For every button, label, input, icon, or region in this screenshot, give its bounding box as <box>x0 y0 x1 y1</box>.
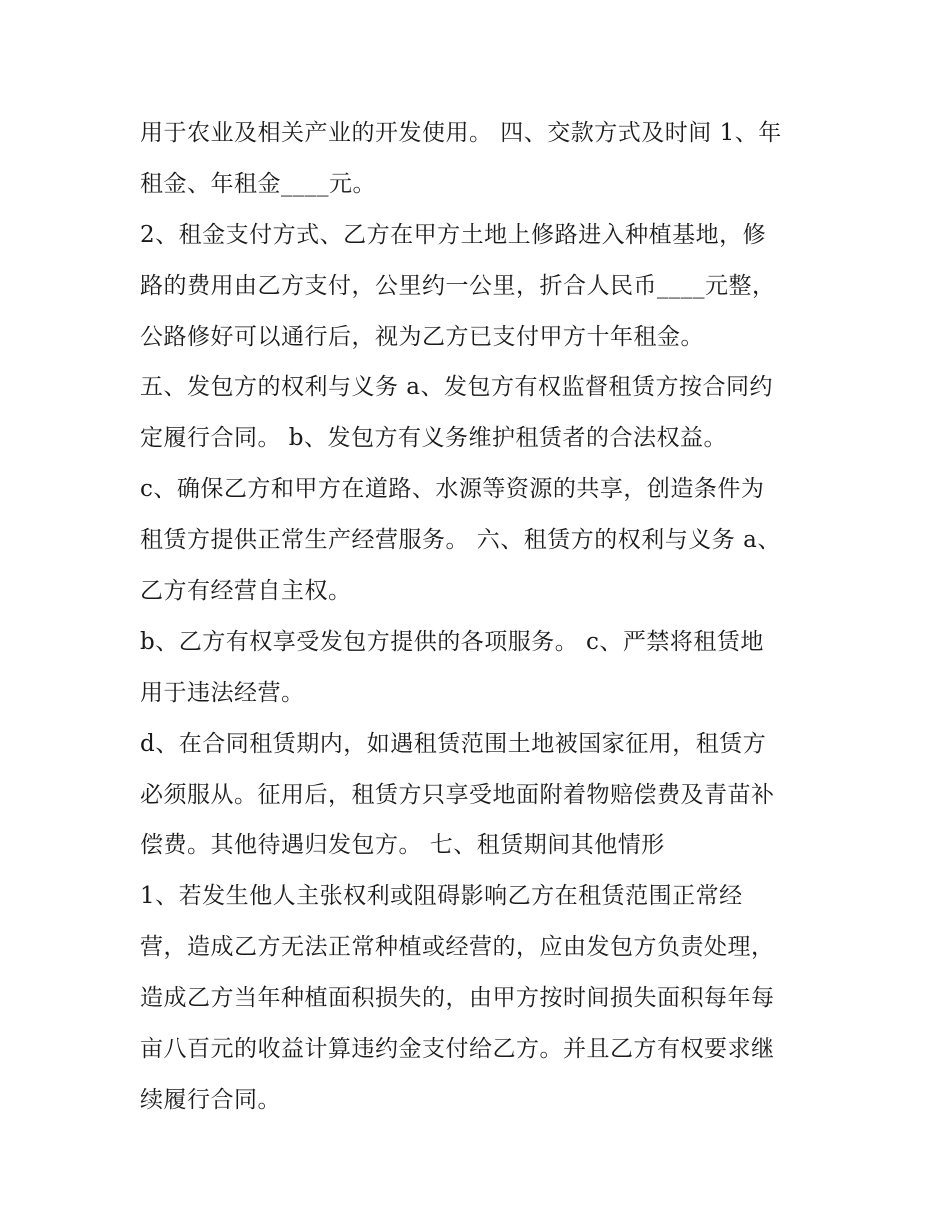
text-line: 租金、年租金____元。 <box>140 170 376 197</box>
contract-body-text <box>140 108 820 1126</box>
text-line: 乙方有经营自主权。 <box>140 578 352 605</box>
text-line: 定履行合同。 b、发包方有义务维护租赁者的合法权益。 <box>140 425 728 452</box>
text-line: d、在合同租赁期内，如遇租赁范围土地被国家征用，租赁方 <box>140 730 767 757</box>
text-line: 用于农业及相关产业的开发使用。 四、交款方式及时间 1、年 <box>140 120 782 146</box>
text-line: 亩八百元的收益计算违约金支付给乙方。并且乙方有权要求继 <box>140 1036 775 1063</box>
text-line: b、乙方有权享受发包方提供的各项服务。 c、严禁将租赁地 <box>140 628 764 655</box>
text-line: 营，造成乙方无法正常种植或经营的，应由发包方负责处理， <box>140 934 775 961</box>
text-line: 偿费。其他待遇归发包方。 七、租赁期间其他情形 <box>140 832 665 859</box>
text-line: 2、租金支付方式、乙方在甲方土地上修路进入种植基地，修 <box>140 221 767 248</box>
text-line: 租赁方提供正常生产经营服务。 六、租赁方的权利与义务 a、 <box>140 527 781 554</box>
text-line: 造成乙方当年种植面积损失的，由甲方按时间损失面积每年每 <box>140 985 775 1012</box>
text-line: c、确保乙方和甲方在道路、水源等资源的共享，创造条件为 <box>140 476 765 503</box>
text-line: 续履行合同。 <box>140 1086 281 1113</box>
text-line: 用于违法经营。 <box>140 679 305 706</box>
text-line: 必须服从。征用后，租赁方只享受地面附着物赔偿费及青苗补 <box>140 781 775 808</box>
text-line: 五、发包方的权利与义务 a、发包方有权监督租赁方按合同约 <box>140 374 774 401</box>
text-line: 1、若发生他人主张权利或阻碍影响乙方在租赁范围正常经 <box>140 883 743 910</box>
text-line: 公路修好可以通行后，视为乙方已支付甲方十年租金。 <box>140 323 704 350</box>
text-line: 路的费用由乙方支付，公里约一公里，折合人民币____元整， <box>140 272 776 299</box>
